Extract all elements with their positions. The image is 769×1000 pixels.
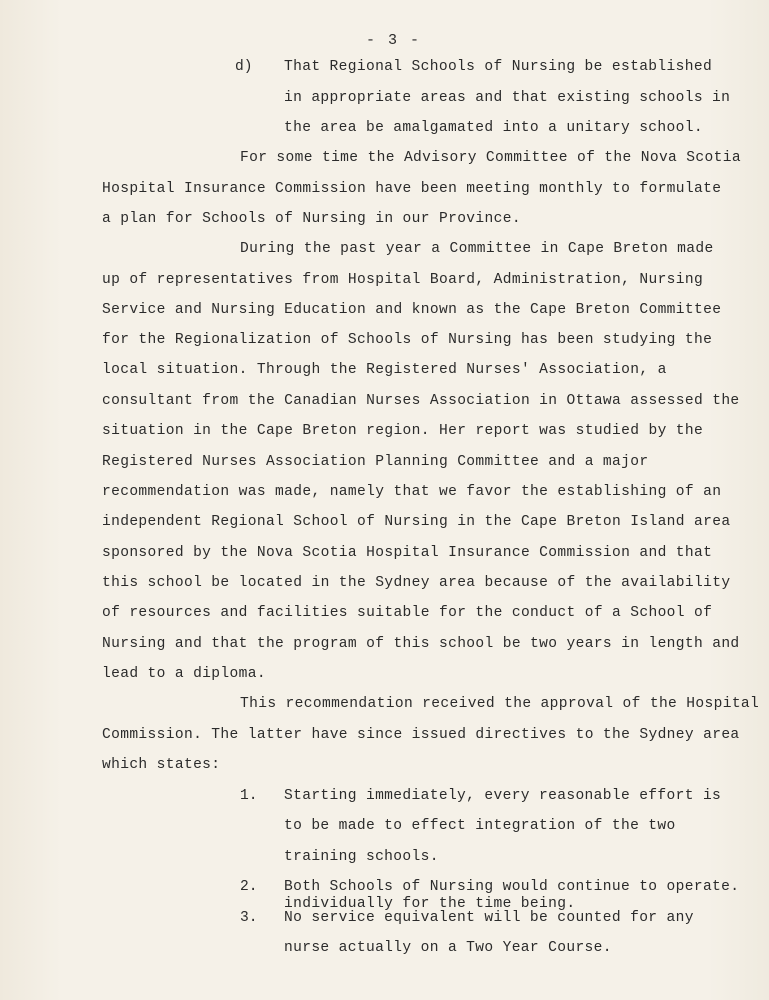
paragraph-line: up of representatives from Hospital Board, Administration, Nursing: [102, 272, 704, 288]
page-number: - 3 -: [366, 32, 422, 49]
paragraph-line: Commission. The latter have since issued directives to the Sydney area: [102, 727, 740, 743]
paragraph-line: lead to a diploma.: [102, 666, 266, 682]
paragraph-line: recommendation was made, namely that we favor the establishing of an: [102, 484, 722, 500]
paragraph-line: which states:: [102, 757, 221, 773]
paragraph-line: Hospital Insurance Commission have been meeting monthly to formulate: [102, 181, 722, 197]
directive-line: nurse actually on a Two Year Course.: [284, 940, 612, 956]
paragraph-line: this school be located in the Sydney area because of the availability: [102, 575, 731, 591]
directive-number: 2.: [240, 879, 258, 895]
directive-number: 1.: [240, 788, 258, 804]
paragraph-line: This recommendation received the approval of the Hospital: [240, 696, 760, 712]
paragraph-line: Service and Nursing Education and known as the Cape Breton Committee: [102, 302, 722, 318]
paragraph-line: of resources and facilities suitable for the conduct of a School of: [102, 605, 713, 621]
directive-line: to be made to effect integration of the two: [284, 818, 676, 834]
item-d-line: in appropriate areas and that existing schools in: [284, 90, 731, 106]
item-d-line: the area be amalgamated into a unitary school.: [284, 120, 703, 136]
paragraph-line: a plan for Schools of Nursing in our Province.: [102, 211, 521, 227]
paragraph-line: independent Regional School of Nursing in the Cape Breton Island area: [102, 514, 731, 530]
paragraph-line: situation in the Cape Breton region. Her report was studied by the: [102, 423, 704, 439]
paragraph-line: consultant from the Canadian Nurses Association in Ottawa assessed the: [102, 393, 740, 409]
directive-number: 3.: [240, 910, 258, 926]
directive-line: Both Schools of Nursing would continue to operate.: [284, 879, 740, 895]
directive-line: Starting immediately, every reasonable effort is: [284, 788, 722, 804]
directive-line: training schools.: [284, 849, 439, 865]
item-d-line: That Regional Schools of Nursing be established: [284, 59, 713, 75]
item-d-marker: d): [235, 59, 253, 75]
paragraph-line: for the Regionalization of Schools of Nursing has been studying the: [102, 332, 713, 348]
paragraph-line: For some time the Advisory Committee of the Nova Scotia: [240, 150, 741, 166]
paragraph-line: local situation. Through the Registered Nurses' Association, a: [102, 362, 667, 378]
paragraph-line: Registered Nurses Association Planning Committee and a major: [102, 454, 649, 470]
paragraph-line: During the past year a Committee in Cape Breton made: [240, 241, 714, 257]
directive-line: No service equivalent will be counted for any: [284, 910, 694, 926]
paragraph-line: sponsored by the Nova Scotia Hospital Insurance Commission and that: [102, 545, 713, 561]
directive-line: individually for the time being.: [284, 896, 576, 912]
paragraph-line: Nursing and that the program of this school be two years in length and: [102, 636, 740, 652]
